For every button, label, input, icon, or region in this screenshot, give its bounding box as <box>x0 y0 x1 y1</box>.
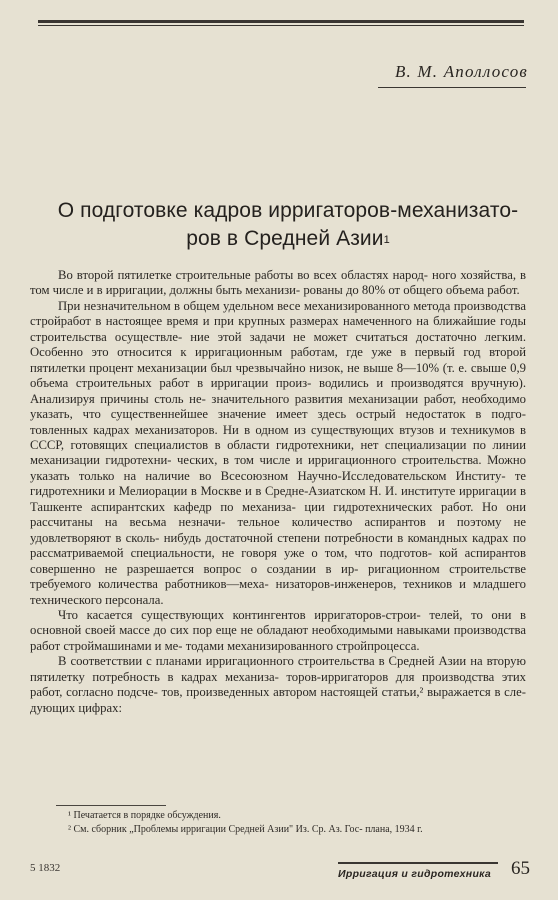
footer-rule <box>338 862 498 864</box>
article-body <box>30 268 526 716</box>
page-number: 65 <box>511 858 530 879</box>
paragraph: Что касается существующих контингентов ирригаторов-строи- телей, то они в основной своей массе до сих пор еще не обладают необходимыми навыками производства работ строймашинами и ме- тодами механизированного стройпроцесса. <box>30 607 526 653</box>
article-author: В. М. Аполлосов <box>394 62 528 81</box>
printer-signature: 5 1832 <box>30 862 61 874</box>
footnote-1: ¹ Печатается в порядке обсуждения. <box>68 810 221 821</box>
header-rule-thick <box>38 20 524 23</box>
header-rule-thin <box>38 25 524 26</box>
article-title <box>48 197 528 253</box>
journal-name: Ирригация и гидротехника <box>338 868 492 880</box>
footnotes <box>30 809 526 837</box>
article-title-text: О подготовке кадров ирригаторов-механизато- ров в Средней Азии <box>57 199 519 250</box>
paragraph: При незначительном в общем удельном весе механизированного метода производства стройработ в настоящее время и при крупных размерах намеченного на ближайшие годы строительства осуществле- ние этой задачи не может считаться достаточно легким. Особенно это относится к ирригационным работам, где уже в первый год второй пятилетки процент механизации был чрезвычайно низок, не выше 8—10% (т. е. свыше 0,9 объема строительных работ в ирригации произ- водились и производятся вручную). Анализируя причины столь не- значительного развития механизации работ, необходимо указать, что существеннейшее значение имеет здесь острый недостаток в подго- товленных кадрах механизаторов. Ни в одном из существующих втузов и техникумов в СССР, готовящих специалистов в области гидротехники, нет специализации по линии механизации гидротехни- ческих, в том числе и ирригационного строительства. Можно указать только на наличие во Всесоюзном Научно-Исследовательском Институ- те гидротехники и Мелиорации в Москве и в Средне-Азиатском Н. И. институте ирригации в Ташкенте аспирантских кафедр по механиза- ции гидротехнических работ. Но они рассчитаны на весьма незначи- тельное количество аспирантов и поэтому не удовлетворяют в сколь- нибудь достаточной степени потребности в командных кадрах по рассматриваемой специальности, не говоря уже о том, что подготов- кой аспирантов совершенно не разрешается вопрос о создании в ир- ригационном строительстве требуемого количества работников—меха- низаторов-инженеров, техников и младшего технического персонала. <box>30 298 526 607</box>
footnote-divider <box>56 805 166 806</box>
paragraph: Во второй пятилетке строительные работы во всех областях народ- ного хозяйства, в том числе и в ирригации, должны быть механизи- рованы до 80% от общего объема работ. <box>30 268 526 298</box>
paragraph: В соответствии с планами ирригационного строительства в Средней Азии на вторую пятилетку потребность в кадрах механиза- торов-ирригаторов для производства этих работ, согласно подсче- тов, произведенных автором настоящей статьи,² выражается в сле- дующих цифрах: <box>30 654 526 715</box>
author-underline <box>378 87 526 88</box>
footnote-2: ² См. сборник „Проблемы ирригации Средней Азии" Из. Ср. Аз. Гос- плана, 1934 г. <box>68 824 423 835</box>
title-footnote-marker: 1 <box>383 234 390 246</box>
